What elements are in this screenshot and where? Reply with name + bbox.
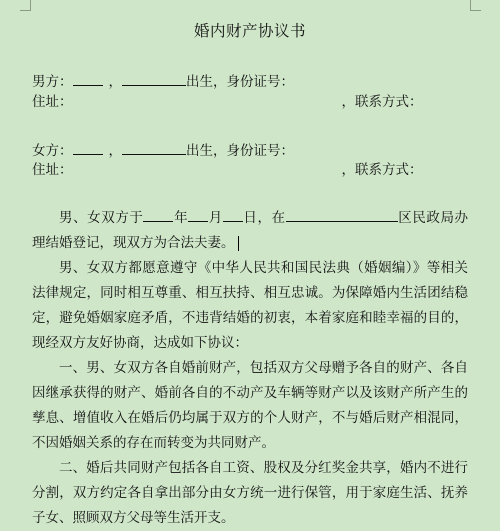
comma: ， <box>108 74 122 90</box>
marriage-prefix: 男、女双方于 <box>59 210 144 226</box>
text-cursor <box>238 236 239 251</box>
day-blank[interactable] <box>223 207 243 222</box>
man-contact-label: ，联系方式： <box>341 94 423 110</box>
woman-info-line <box>32 140 294 160</box>
woman-label: 女方： <box>32 143 73 159</box>
page-corner-mark <box>20 0 31 11</box>
document-body <box>32 206 468 531</box>
district-blank[interactable] <box>286 207 398 222</box>
clause-1-paragraph: 一、男、女双方各自婚前财产，包括双方父母赠予各自的财产、各自因继承获得的财产、婚前各自的不动产及车辆等财产以及该财产所产生的孳息、增值收入在婚后仍均属于双方的个人财产，不与婚后财产相混同，不因婚姻关系的存在而转变为共同财产。 <box>32 360 468 451</box>
comma: ， <box>108 143 122 159</box>
man-info-line <box>32 71 294 91</box>
man-name-blank[interactable] <box>73 71 103 86</box>
man-address-label: 住址： <box>32 94 73 110</box>
woman-birth-blank[interactable] <box>122 140 186 155</box>
woman-address-label: 住址： <box>32 162 73 178</box>
day-label: 日，在 <box>242 210 286 226</box>
clause-2-paragraph: 二、婚后共同财产包括各自工资、股权及分红奖金共享，婚内不进行分割，双方约定各自拿出部分由女方统一进行保管，用于家庭生活、抚养子女、照顾双方父母等生活开支。 <box>32 460 468 526</box>
intro-paragraph: 男、女双方都愿意遵守《中华人民共和国民法典（婚姻编）》等相关法律规定，同时相互尊重、相互扶持、相互忠诚。为保障婚内生活团结稳定，避免婚姻家庭矛盾，不违背结婚的初衷，本着家庭和睦幸福的目的，现经双方友好协商，达成如下协议： <box>32 260 468 351</box>
woman-address-line <box>32 161 423 179</box>
woman-born-label: 出生，身份证号： <box>186 143 294 159</box>
marriage-suffix: 区民政局办理结婚登记，现双方为合法夫妻。 <box>32 210 469 251</box>
year-blank[interactable] <box>143 207 173 222</box>
document-title: 婚内财产协议书 <box>193 22 306 40</box>
man-born-label: 出生，身份证号： <box>186 74 294 90</box>
woman-name-blank[interactable] <box>73 140 103 155</box>
month-label: 月 <box>208 210 223 226</box>
man-address-line <box>32 93 423 111</box>
woman-contact-label: ，联系方式： <box>341 162 423 178</box>
year-label: 年 <box>173 210 189 226</box>
man-birth-blank[interactable] <box>122 71 186 86</box>
marriage-paragraph <box>32 206 468 256</box>
page-corner-mark <box>470 0 481 11</box>
month-blank[interactable] <box>188 207 208 222</box>
man-label: 男方： <box>32 74 73 90</box>
